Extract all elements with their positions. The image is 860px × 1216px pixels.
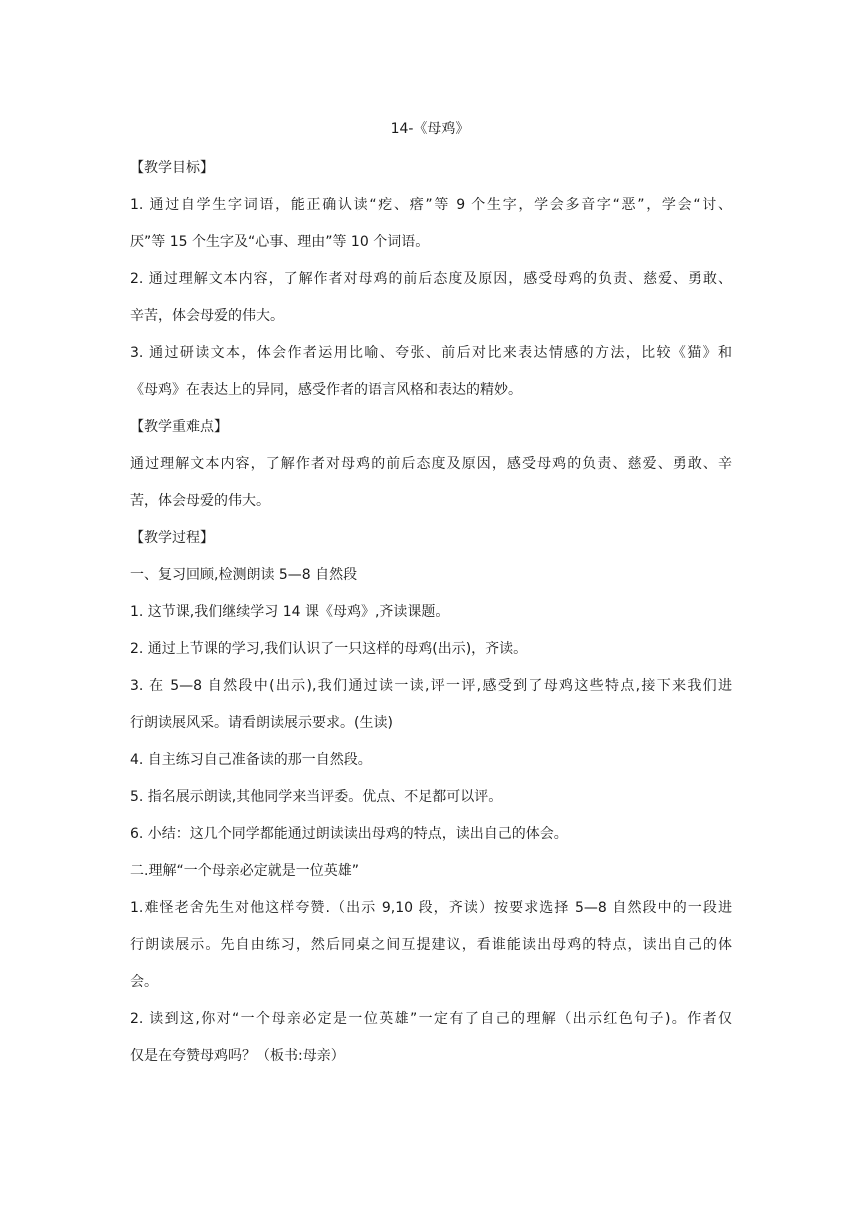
text-line: 4. 自主练习自己准备读的那一自然段。 <box>130 752 372 768</box>
document-title: 14-《母鸡》 <box>390 121 470 137</box>
text-line: 2. 读到这,你对“一个母亲必定是一位英雄”一定有了自己的理解（出示红色句子)。作者仅 <box>130 1011 732 1027</box>
text-line: 仅是在夸赞母鸡吗？（板书:母亲） <box>130 1048 345 1064</box>
text-line: 苦，体会母爱的伟大。 <box>130 493 270 509</box>
text-line: 6. 小结：这几个同学都能通过朗读读出母鸡的特点，读出自己的体会。 <box>130 826 568 842</box>
text-line: 【教学重难点】 <box>130 419 228 435</box>
text-line: 【教学目标】 <box>130 160 214 176</box>
text-line: 厌”等 15 个生字及“心事、理由”等 10 个词语。 <box>130 234 430 250</box>
text-line: 通过理解文本内容，了解作者对母鸡的前后态度及原因，感受母鸡的负责、慈爱、勇敢、辛 <box>130 456 732 472</box>
text-line: 《母鸡》在表达上的异同，感受作者的语言风格和表达的精妙。 <box>130 382 522 398</box>
text-line: 1.难怪老舍先生对他这样夸赞.（出示 9,10 段，齐读）按要求选择 5—8 自然段中的一段进 <box>130 900 732 916</box>
text-line: 行朗读展风采。请看朗读展示要求。(生读) <box>130 715 393 731</box>
text-line: 1. 这节课,我们继续学习 14 课《母鸡》,齐读课题。 <box>130 604 450 620</box>
text-line: 一、复习回顾,检测朗读 5—8 自然段 <box>130 567 358 583</box>
text-line: 辛苦，体会母爱的伟大。 <box>130 308 284 324</box>
text-line: 【教学过程】 <box>130 530 214 546</box>
text-line: 行朗读展示。先自由练习，然后同桌之间互提建议，看谁能读出母鸡的特点，读出自己的体 <box>130 937 732 953</box>
text-line: 2. 通过上节课的学习,我们认识了一只这样的母鸡(出示)，齐读。 <box>130 641 528 657</box>
text-line: 会。 <box>130 974 158 990</box>
text-line: 1. 通过自学生字词语，能正确认读“疙、瘩”等 9 个生字，学会多音字“恶”，学会“讨、 <box>130 197 732 213</box>
text-line: 二.理解“一个母亲必定就是一位英雄” <box>130 863 359 879</box>
text-line: 2. 通过理解文本内容，了解作者对母鸡的前后态度及原因，感受母鸡的负责、慈爱、勇敢、 <box>130 271 732 287</box>
document-body <box>130 150 732 1075</box>
text-line: 5. 指名展示朗读,其他同学来当评委。优点、不足都可以评。 <box>130 789 503 805</box>
text-line: 3. 在 5—8 自然段中(出示),我们通过读一读,评一评,感受到了母鸡这些特点,接下来我们进 <box>130 678 732 694</box>
text-line: 3. 通过研读文本，体会作者运用比喻、夸张、前后对比来表达情感的方法，比较《猫》和 <box>130 345 732 361</box>
